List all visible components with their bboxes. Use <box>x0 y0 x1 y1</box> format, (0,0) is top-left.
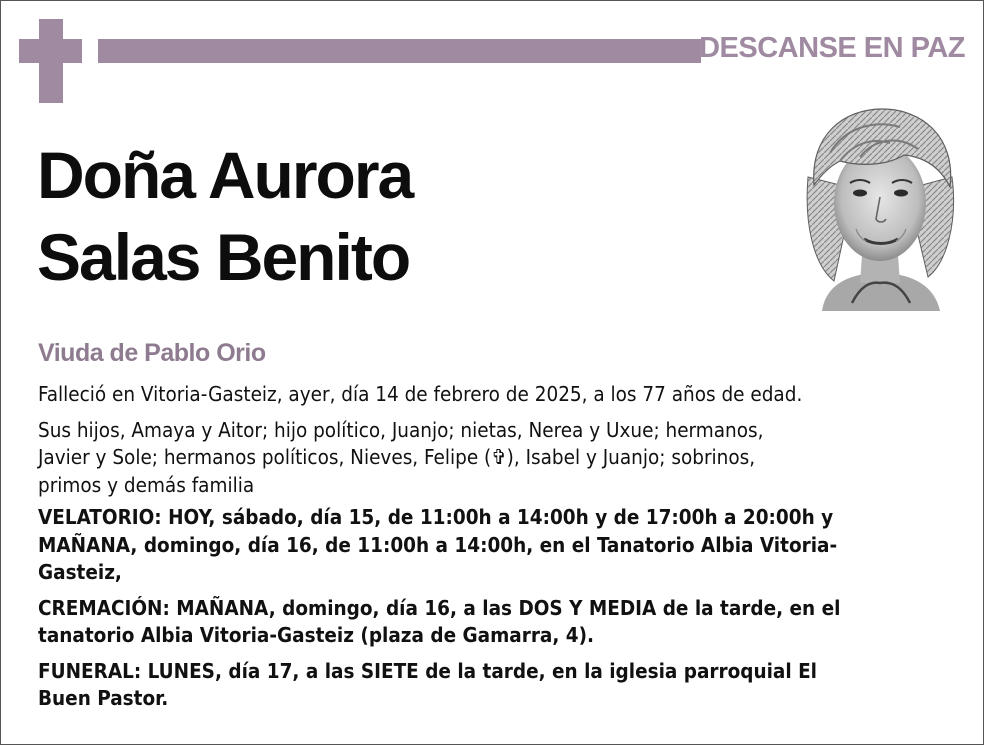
cremacion-line-1: CREMACIÓN: MAÑANA, domingo, día 16, a las DOS Y MEDIA de la tarde, en el <box>38 595 841 620</box>
name-line-2: Salas Benito <box>37 220 410 294</box>
portrait-photo <box>800 105 960 311</box>
death-notice: Falleció en Vitoria-Gasteiz, ayer, día 14 de febrero de 2025, a los 77 años de edad. <box>38 382 803 406</box>
velatorio-line-3: Gasteiz, <box>38 560 122 584</box>
velatorio-line-1: VELATORIO: HOY, sábado, día 15, de 11:00h a 14:00h y de 17:00h a 20:00h y <box>38 505 834 529</box>
header-rule <box>98 39 701 63</box>
family-line-1: Sus hijos, Amaya y Aitor; hijo político, Juanjo; nietas, Nerea y Uxue; hermanos, <box>38 417 764 442</box>
cross-icon-bar <box>19 39 82 63</box>
header-label: DESCANSE EN PAZ <box>699 32 965 64</box>
name-line-1: Doña Aurora <box>37 138 413 212</box>
funeral-line-1: FUNERAL: LUNES, día 17, a las SIETE de la tarde, en la iglesia parroquial El <box>38 658 817 683</box>
cremacion-line-2: tanatorio Albia Vitoria-Gasteiz (plaza de Gamarra, 4). <box>38 623 595 647</box>
velatorio-line-2: MAÑANA, domingo, día 16, de 11:00h a 14:00h, en el Tanatorio Albia Vitoria- <box>38 532 838 557</box>
obituary-body <box>38 381 953 713</box>
family-line-3: primos y demás familia <box>38 472 255 497</box>
family-line-2: Javier y Sole; hermanos políticos, Nieves, Felipe (✞), Isabel y Juanjo; sobrinos, <box>38 445 756 469</box>
funeral-line-2: Buen Pastor. <box>38 686 169 710</box>
subtitle-widow: Viuda de Pablo Orio <box>38 339 266 367</box>
deceased-name <box>37 134 777 298</box>
